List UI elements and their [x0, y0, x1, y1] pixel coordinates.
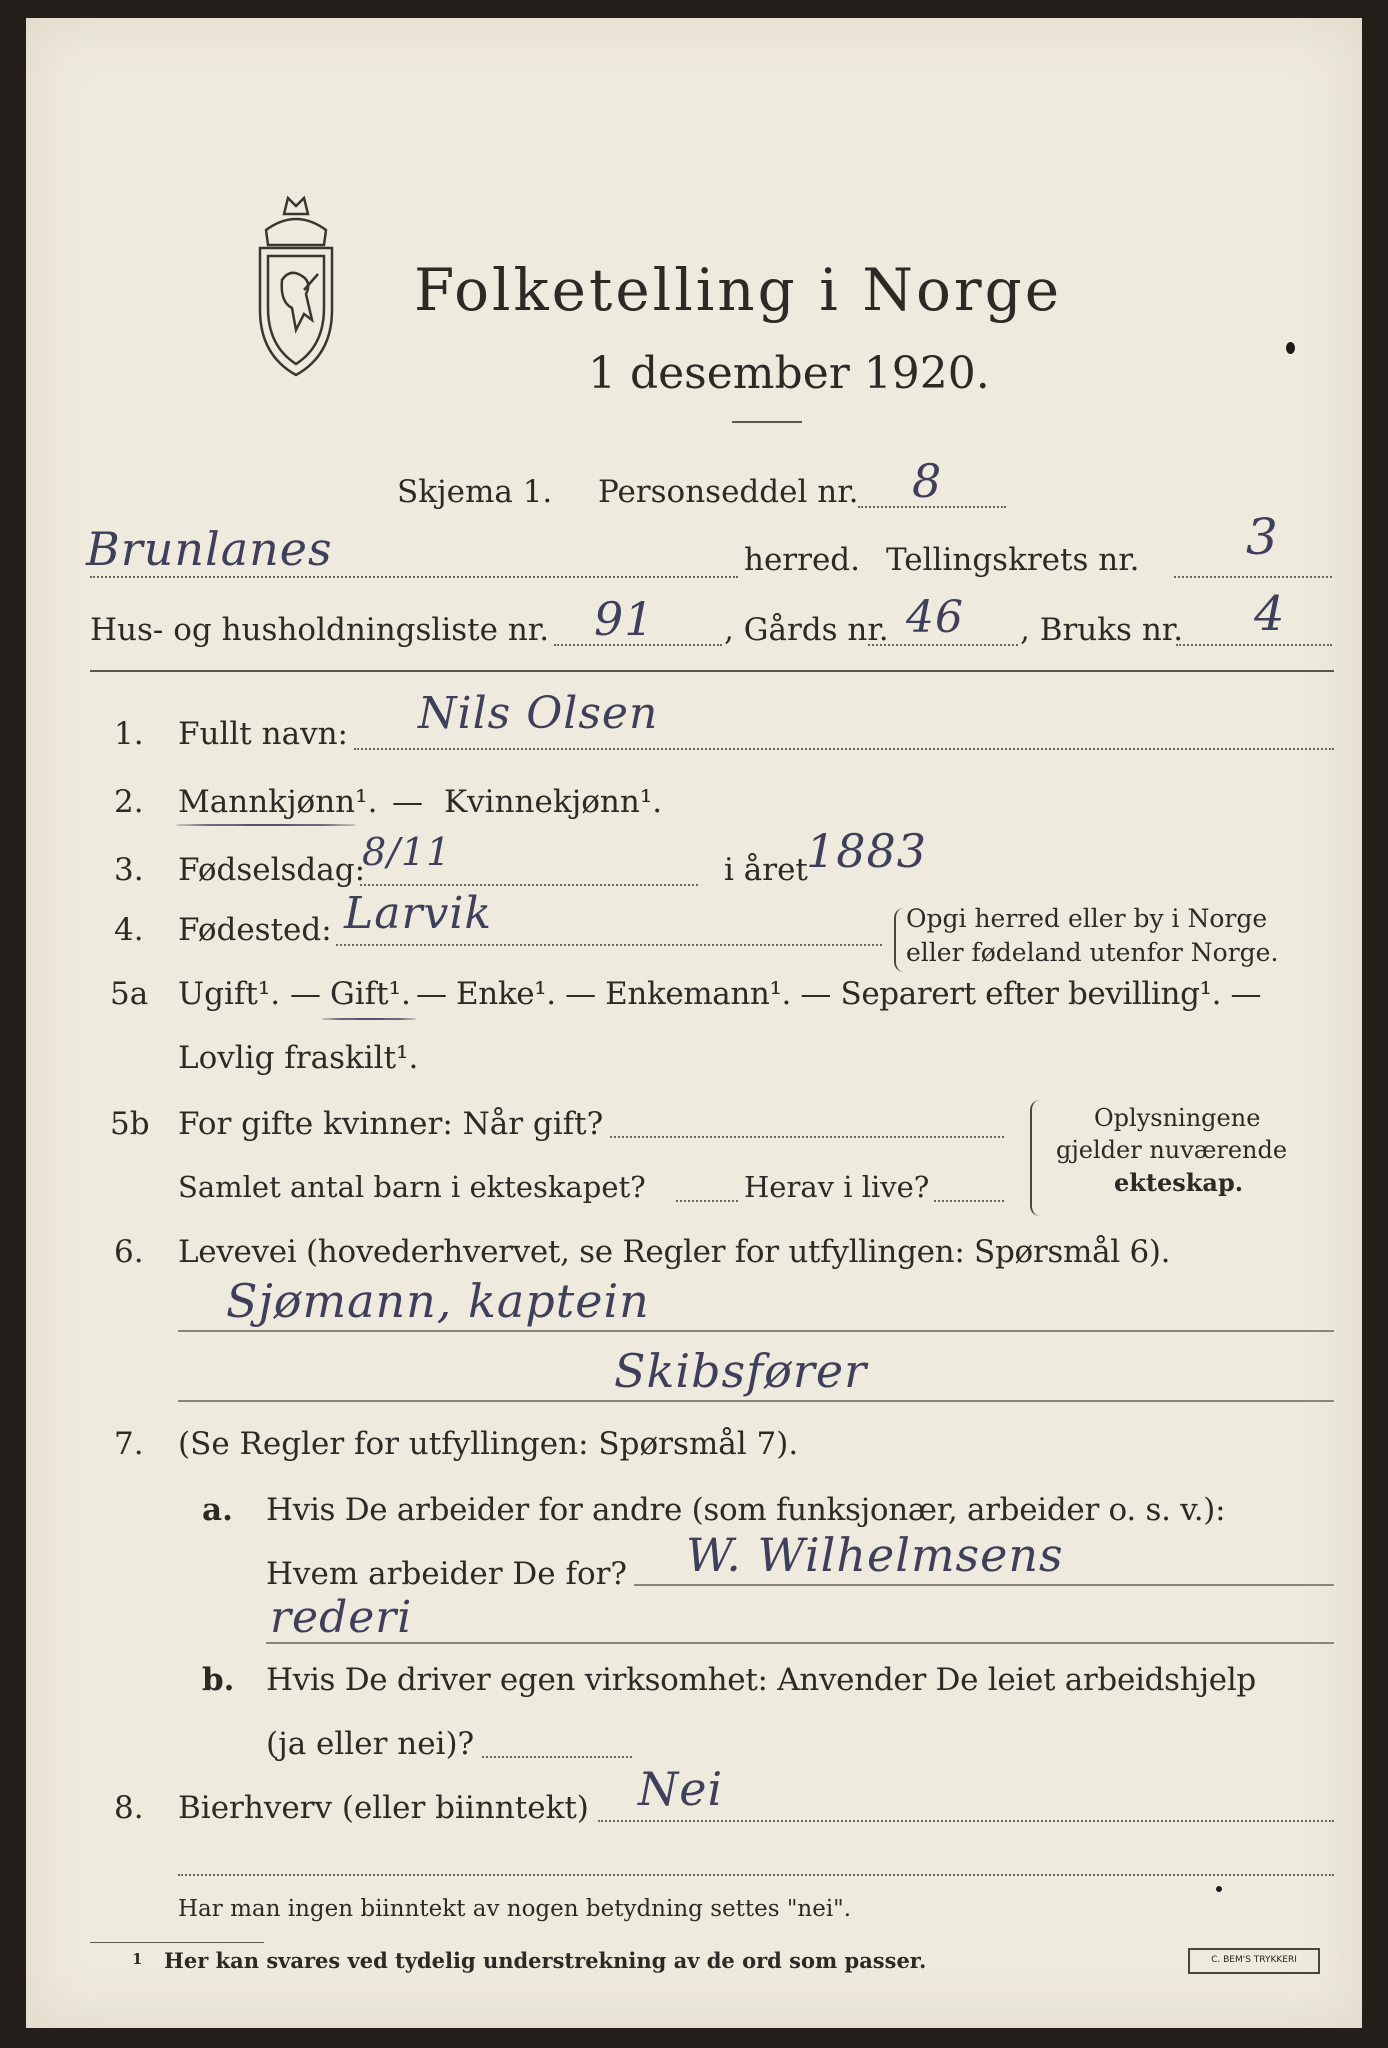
- skjema-label: Skjema 1.: [397, 474, 553, 510]
- title-divider: [732, 421, 802, 423]
- q5b-line1: For gifte kvinner: Når gift?: [178, 1106, 604, 1142]
- q7a-value1: W. Wilhelmsens: [686, 1528, 1064, 1582]
- bruks-label: , Bruks nr.: [1020, 612, 1184, 648]
- q5a-rest: — Enke¹. — Enkemann¹. — Separert efter bevilling¹. —: [416, 976, 1262, 1012]
- gards-line: [868, 644, 1018, 646]
- q7a-line1: Hvis De arbeider for andre (som funksjonær, arbeider o. s. v.):: [266, 1492, 1226, 1528]
- q4-label: Fødested:: [178, 912, 332, 948]
- q6-number: 6.: [114, 1234, 144, 1270]
- husliste-value: 91: [594, 592, 655, 646]
- q7a-line: [634, 1584, 1334, 1586]
- form-title: Folketelling i Norge: [414, 256, 1063, 324]
- census-form-sheet: [26, 18, 1362, 2028]
- q7a-value2: rederi: [270, 1592, 413, 1643]
- footnote-text: Her kan svares ved tydelig understrekning av de ord som passer.: [164, 1948, 927, 1973]
- q5a-fraskilt: Lovlig fraskilt¹.: [178, 1040, 419, 1076]
- q6-label: Levevei (hovederhvervet, se Regler for utfyllingen: Spørsmål 6).: [178, 1234, 1171, 1270]
- q2-kvinne: Kvinnekjønn¹.: [444, 784, 663, 820]
- q6-line1: [178, 1330, 1334, 1332]
- q3-number: 3.: [114, 852, 144, 888]
- q1-label: Fullt navn:: [178, 716, 348, 752]
- q5b-note3: ekteskap.: [1114, 1168, 1244, 1197]
- q5a-ugift: Ugift¹. —: [178, 976, 321, 1012]
- q7-number: 7.: [114, 1426, 144, 1462]
- q4-number: 4.: [114, 912, 144, 948]
- q7b-line2: (ja eller nei)?: [266, 1726, 475, 1762]
- q5b-note2: gjelder nuværende: [1056, 1136, 1288, 1164]
- q5b-live: Herav i live?: [744, 1170, 930, 1204]
- q8-number: 8.: [114, 1790, 144, 1826]
- ink-speck: [1216, 1886, 1222, 1892]
- q8-line2: [178, 1874, 1334, 1876]
- q6-value1: Sjømann, kaptein: [226, 1274, 650, 1328]
- q4-note-line2: eller fødeland utenfor Norge.: [906, 938, 1279, 967]
- herred-label: herred.: [744, 542, 860, 578]
- q1-line: [354, 748, 1334, 750]
- q3-year-value: 1883: [806, 824, 928, 878]
- personseddel-value: 8: [912, 454, 943, 508]
- q5b-barn-line: [676, 1200, 738, 1202]
- q7b-line: [482, 1756, 632, 1758]
- husliste-label: Hus- og husholdningsliste nr.: [90, 612, 550, 648]
- herred-value: Brunlanes: [86, 522, 333, 576]
- q4-value: Larvik: [344, 888, 493, 939]
- q8-line: [598, 1820, 1334, 1822]
- printer-stamp: [1188, 1948, 1320, 1974]
- census-date: 1 desember 1920.: [588, 348, 990, 399]
- q5b-note-bracket: [1030, 1100, 1042, 1216]
- q1-value: Nils Olsen: [418, 688, 659, 739]
- q2-mann: Mannkjønn¹.: [178, 784, 378, 820]
- q5b-barn: Samlet antal barn i ekteskapet?: [178, 1170, 646, 1204]
- coat-of-arms-emblem: [246, 190, 346, 390]
- q8-value: Nei: [638, 1762, 724, 1816]
- q2-mann-underline: [176, 824, 356, 826]
- q5b-note1: Oplysningene: [1094, 1104, 1261, 1132]
- q5b-gift-line: [610, 1136, 1004, 1138]
- bruks-value: 4: [1254, 586, 1286, 642]
- tellingskrets-value: 3: [1246, 508, 1279, 566]
- q1-number: 1.: [114, 716, 144, 752]
- q7a-letter: a.: [202, 1492, 233, 1528]
- q5b-number: 5b: [110, 1106, 150, 1142]
- q3-value: 8/11: [362, 830, 452, 874]
- tellingskrets-line: [1174, 576, 1332, 578]
- q6-line2: [178, 1400, 1334, 1402]
- q2-number: 2.: [114, 784, 144, 820]
- ink-speck: [1286, 342, 1295, 354]
- q7a-line2: Hvem arbeider De for?: [266, 1556, 628, 1592]
- q7-label: (Se Regler for utfyllingen: Spørsmål 7).: [178, 1426, 799, 1462]
- q7b-letter: b.: [202, 1662, 235, 1698]
- q2-separator: —: [392, 784, 423, 820]
- q7a-line2-rule: [266, 1642, 1334, 1644]
- q3-year-label: i året: [724, 852, 808, 888]
- q4-line: [336, 944, 882, 946]
- q5a-gift-underline: [322, 1018, 416, 1020]
- q8-label: Bierhverv (eller biinntekt): [178, 1790, 589, 1826]
- printer-stamp-text: C. BEM'S TRYKKERI: [1211, 1955, 1297, 1965]
- q6-value2: Skibsfører: [614, 1344, 868, 1398]
- gards-value: 46: [906, 592, 964, 643]
- header-rule: [90, 670, 1334, 672]
- footnote-mark: 1: [132, 1950, 143, 1968]
- q4-note-line1: Opgi herred eller by i Norge: [906, 904, 1268, 933]
- personseddel-label: Personseddel nr.: [598, 474, 859, 510]
- bruks-line: [1176, 644, 1332, 646]
- footer-note: Har man ingen biinntekt av nogen betydning settes "nei".: [178, 1896, 852, 1922]
- q7b-line1: Hvis De driver egen virksomhet: Anvender De leiet arbeidshjelp: [266, 1662, 1256, 1698]
- q3-line: [360, 884, 698, 886]
- gards-label: , Gårds nr.: [724, 612, 889, 648]
- q4-note-bracket: [894, 908, 904, 972]
- q5a-gift: Gift¹.: [330, 976, 411, 1012]
- footnote-rule: [90, 1942, 264, 1943]
- tellingskrets-label: Tellingskrets nr.: [886, 542, 1140, 578]
- q5b-live-line: [934, 1200, 1004, 1202]
- q3-label: Fødselsdag:: [178, 852, 366, 888]
- herred-line: [90, 576, 738, 578]
- q5a-number: 5a: [110, 976, 149, 1012]
